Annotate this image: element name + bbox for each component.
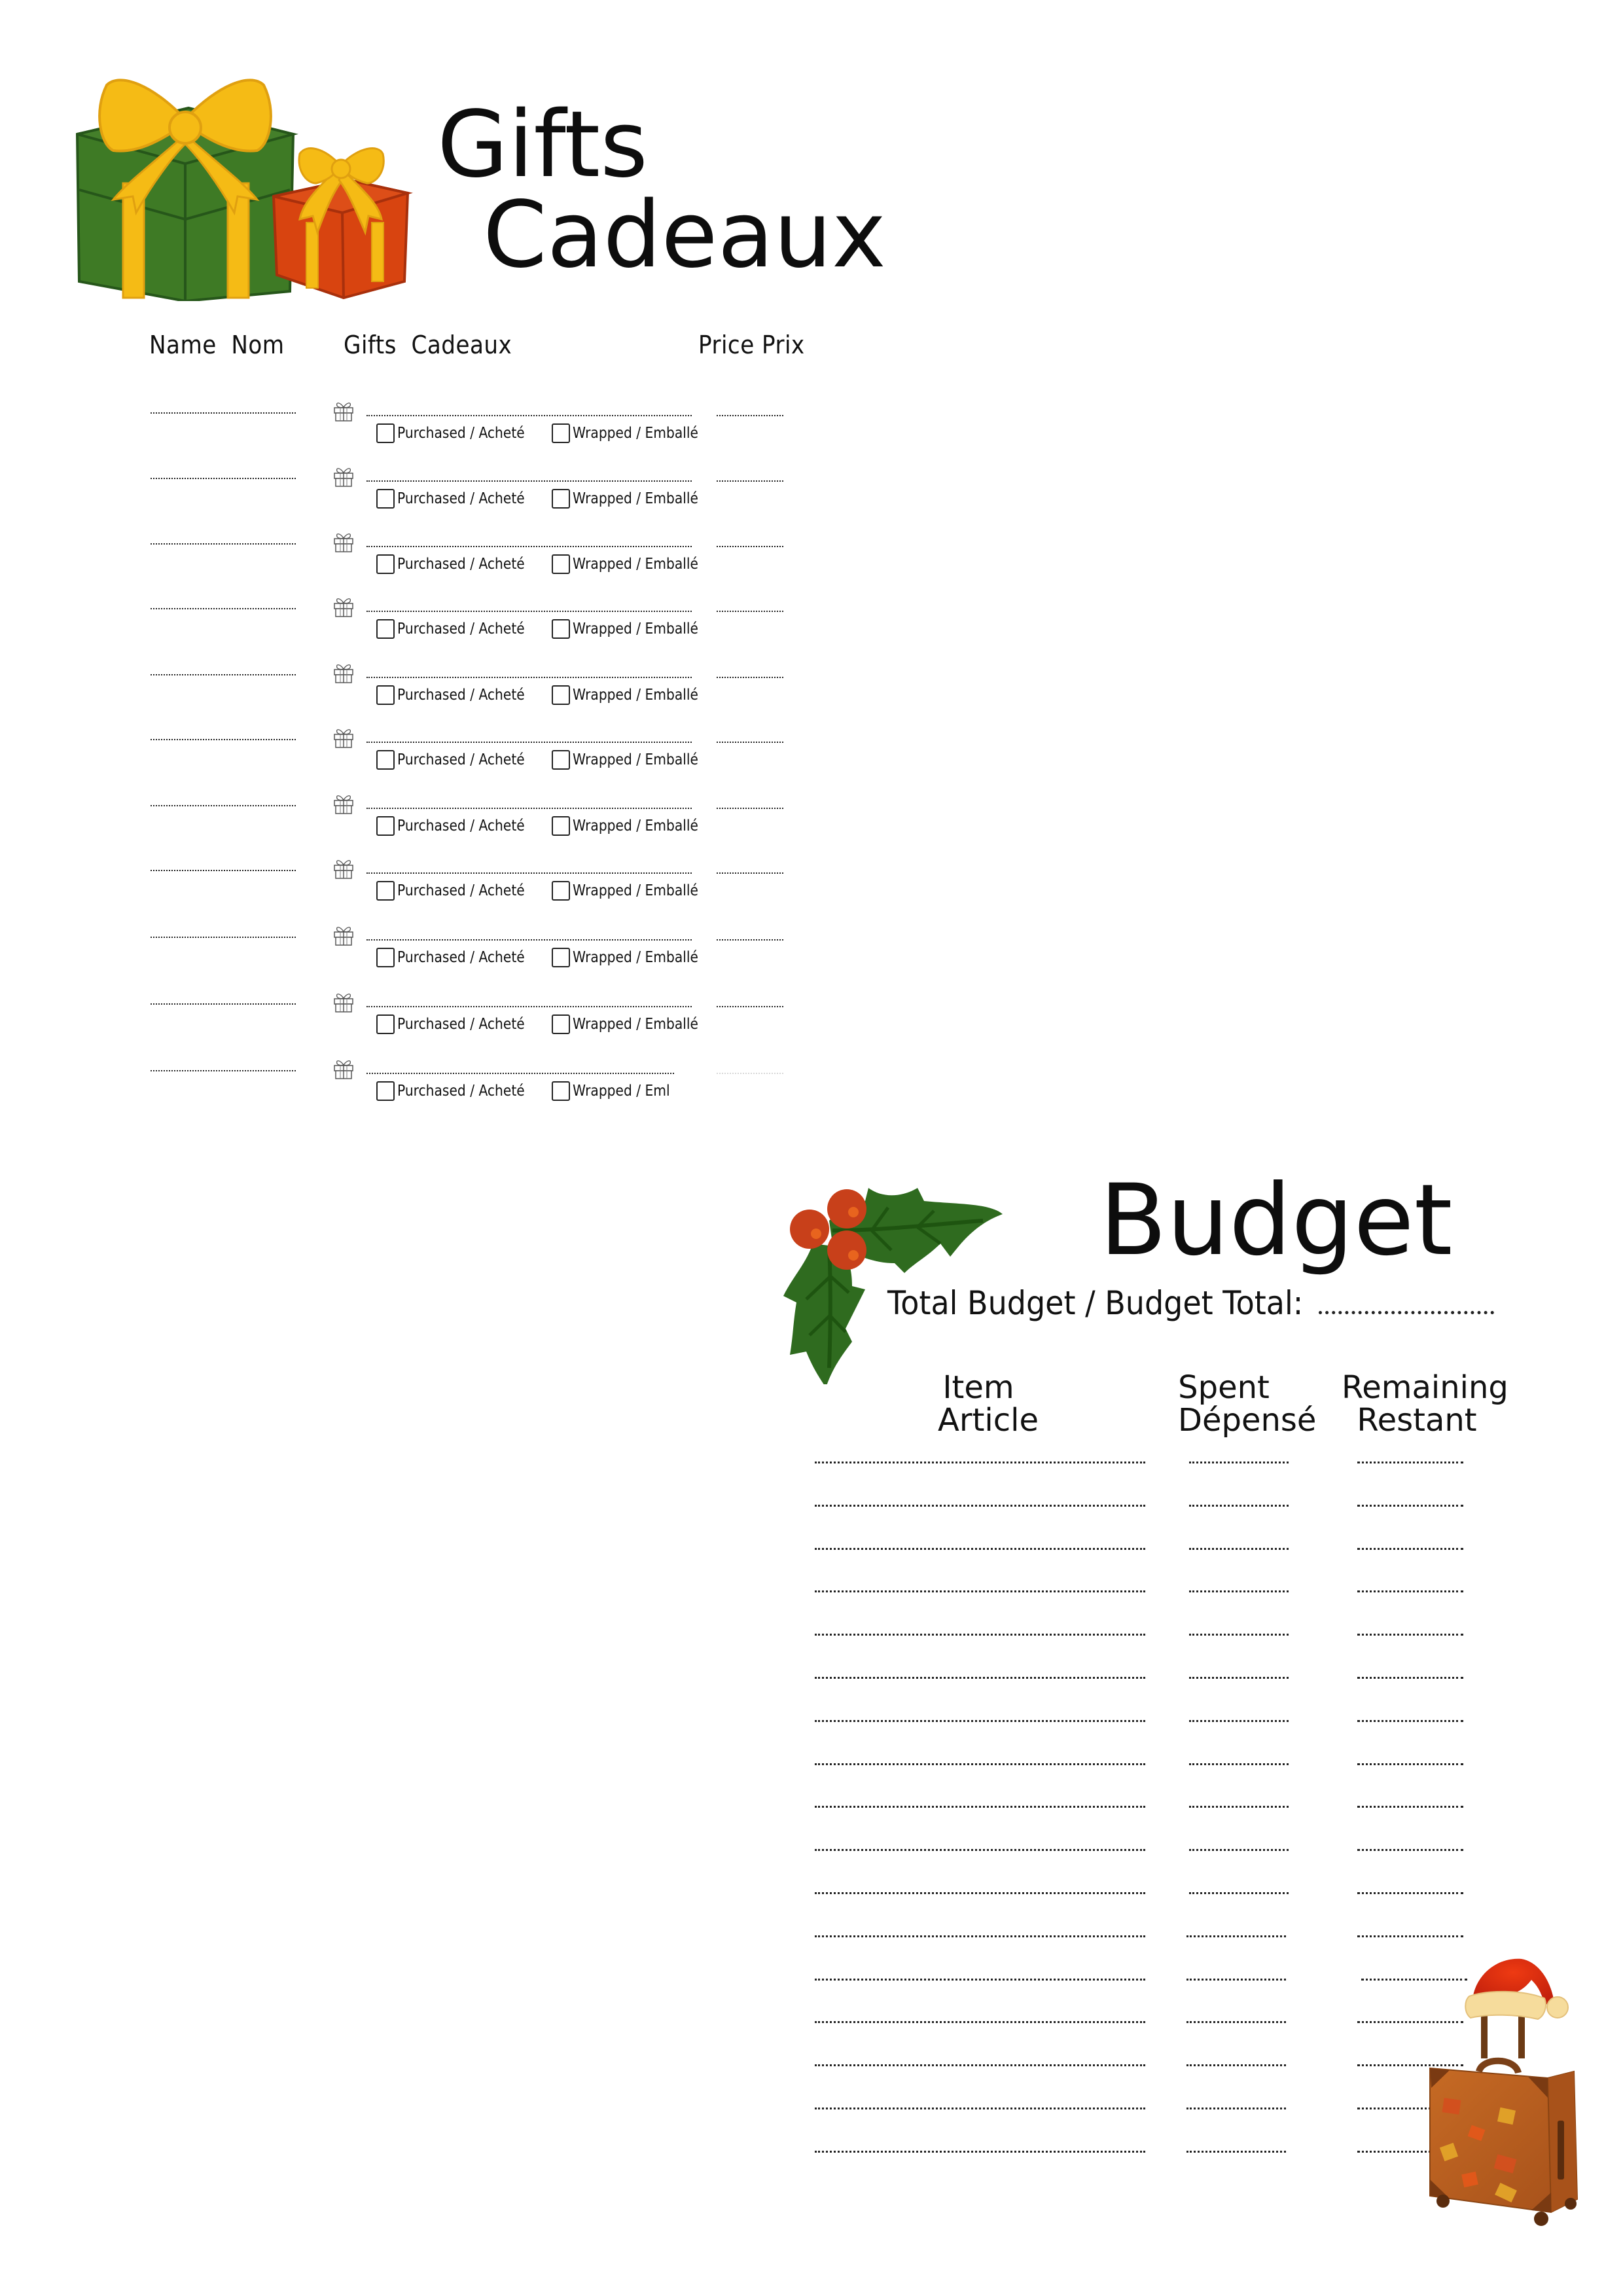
budget-item-input[interactable] xyxy=(815,1892,1145,1894)
budget-item-input[interactable] xyxy=(815,2021,1145,2023)
wrapped-checkbox[interactable] xyxy=(552,489,570,509)
budget-spent-input[interactable] xyxy=(1186,2064,1286,2066)
wrapped-option[interactable] xyxy=(552,489,715,509)
budget-item-input[interactable] xyxy=(815,1634,1145,1636)
gift-status-checkboxes xyxy=(376,946,698,969)
budget-header-spent xyxy=(1178,1369,1317,1439)
name-input[interactable] xyxy=(151,937,296,938)
name-input[interactable] xyxy=(151,1070,296,1071)
budget-remaining-input[interactable] xyxy=(1357,1462,1463,1463)
purchased-option[interactable] xyxy=(376,750,542,770)
wrapped-checkbox[interactable] xyxy=(552,881,570,901)
price-input[interactable] xyxy=(717,808,783,809)
purchased-label: Purchased / Acheté xyxy=(397,425,525,442)
name-input[interactable] xyxy=(151,478,296,479)
purchased-option[interactable] xyxy=(376,685,542,705)
budget-remaining-input[interactable] xyxy=(1357,1677,1463,1679)
purchased-checkbox[interactable] xyxy=(376,554,395,574)
name-input[interactable] xyxy=(151,543,296,545)
budget-spent-input[interactable] xyxy=(1189,1590,1289,1592)
purchased-option[interactable] xyxy=(376,816,542,836)
price-input[interactable] xyxy=(717,611,783,612)
budget-spent-input[interactable] xyxy=(1189,1763,1289,1765)
gift-input[interactable] xyxy=(366,415,692,416)
price-input[interactable] xyxy=(717,1006,783,1007)
wrapped-option[interactable] xyxy=(552,685,715,705)
column-header-price: Price Prix xyxy=(698,331,805,359)
budget-spent-input[interactable] xyxy=(1186,1935,1286,1937)
budget-item-input[interactable] xyxy=(815,1720,1145,1722)
purchased-label: Purchased / Acheté xyxy=(397,1016,525,1033)
gift-input[interactable] xyxy=(366,1073,674,1074)
wrapped-checkbox[interactable] xyxy=(552,948,570,967)
budget-remaining-input[interactable] xyxy=(1357,1590,1463,1592)
purchased-option[interactable] xyxy=(376,1081,542,1101)
price-input[interactable] xyxy=(717,872,783,874)
gift-status-checkboxes xyxy=(376,1013,698,1035)
gift-input[interactable] xyxy=(366,872,692,874)
purchased-label: Purchased / Acheté xyxy=(397,1083,525,1100)
budget-spent-input[interactable] xyxy=(1189,1548,1289,1550)
budget-item-input[interactable] xyxy=(815,1806,1145,1808)
gift-status-checkboxes xyxy=(376,488,698,510)
wrapped-option[interactable] xyxy=(552,750,715,770)
budget-remaining-input[interactable] xyxy=(1357,1806,1463,1808)
budget-spent-input[interactable] xyxy=(1186,2021,1286,2023)
purchased-checkbox[interactable] xyxy=(376,489,395,509)
column-header-name: Name Nom xyxy=(149,331,285,359)
budget-title: Budget xyxy=(1099,1164,1453,1278)
wrapped-label: Wrapped / Emballé xyxy=(573,556,698,573)
budget-item-input[interactable] xyxy=(815,2108,1145,2109)
budget-spent-input[interactable] xyxy=(1189,1892,1289,1894)
wrapped-option[interactable] xyxy=(552,948,715,967)
purchased-checkbox[interactable] xyxy=(376,816,395,836)
wrapped-label: Wrapped / Emballé xyxy=(573,620,698,637)
total-budget-label: Total Budget / Budget Total: xyxy=(887,1284,1304,1322)
gift-status-checkboxes xyxy=(376,815,698,837)
budget-spent-input[interactable] xyxy=(1189,1634,1289,1636)
purchased-option[interactable] xyxy=(376,1014,542,1034)
purchased-label: Purchased / Acheté xyxy=(397,751,525,768)
purchased-checkbox[interactable] xyxy=(376,423,395,443)
gift-status-checkboxes xyxy=(376,1080,684,1102)
gift-mini-icon xyxy=(332,924,355,946)
gift-input[interactable] xyxy=(366,1006,692,1007)
purchased-checkbox[interactable] xyxy=(376,1081,395,1101)
purchased-checkbox[interactable] xyxy=(376,750,395,770)
price-input[interactable] xyxy=(717,480,783,482)
budget-remaining-input[interactable] xyxy=(1357,1892,1463,1894)
wrapped-option[interactable] xyxy=(552,554,715,574)
name-input[interactable] xyxy=(151,674,296,675)
wrapped-label: Wrapped / Eml xyxy=(573,1083,670,1100)
gift-status-checkboxes xyxy=(376,749,698,771)
price-input[interactable] xyxy=(717,415,783,416)
purchased-checkbox[interactable] xyxy=(376,948,395,967)
wrapped-checkbox[interactable] xyxy=(552,816,570,836)
budget-item-input[interactable] xyxy=(815,1979,1145,1981)
purchased-option[interactable] xyxy=(376,554,542,574)
gift-status-checkboxes xyxy=(376,684,698,706)
budget-item-input[interactable] xyxy=(815,2151,1145,2153)
purchased-checkbox[interactable] xyxy=(376,619,395,639)
total-budget-row xyxy=(887,1284,1339,1322)
budget-item-input[interactable] xyxy=(815,1505,1145,1507)
budget-remaining-input[interactable] xyxy=(1357,1634,1463,1636)
budget-header-remaining-en: Remaining xyxy=(1342,1369,1508,1406)
budget-spent-input[interactable] xyxy=(1186,2108,1286,2109)
budget-spent-input[interactable] xyxy=(1189,1806,1289,1808)
budget-item-input[interactable] xyxy=(815,1462,1145,1463)
wrapped-option[interactable] xyxy=(552,881,715,901)
wrapped-checkbox[interactable] xyxy=(552,1014,570,1034)
budget-item-input[interactable] xyxy=(815,1548,1145,1550)
wrapped-option[interactable] xyxy=(552,1081,683,1101)
purchased-label: Purchased / Acheté xyxy=(397,882,525,899)
gift-input[interactable] xyxy=(366,742,692,743)
budget-item-input[interactable] xyxy=(815,1935,1145,1937)
gift-status-checkboxes xyxy=(376,618,698,640)
gift-mini-icon xyxy=(332,857,355,879)
budget-spent-input[interactable] xyxy=(1189,1720,1289,1722)
budget-header-remaining xyxy=(1342,1369,1508,1439)
purchased-label: Purchased / Acheté xyxy=(397,687,525,704)
wrapped-label: Wrapped / Emballé xyxy=(573,1016,698,1033)
budget-item-input[interactable] xyxy=(815,2064,1145,2066)
budget-spent-input[interactable] xyxy=(1186,2151,1286,2153)
purchased-option[interactable] xyxy=(376,948,542,967)
wrapped-checkbox[interactable] xyxy=(552,619,570,639)
gift-input[interactable] xyxy=(366,480,692,482)
wrapped-label: Wrapped / Emballé xyxy=(573,882,698,899)
name-input[interactable] xyxy=(151,739,296,740)
gift-mini-icon xyxy=(332,1057,355,1079)
price-input[interactable] xyxy=(717,546,783,547)
wrapped-checkbox[interactable] xyxy=(552,423,570,443)
gift-input[interactable] xyxy=(366,808,692,809)
gift-mini-icon xyxy=(332,661,355,683)
suitcase-santa-hat-icon xyxy=(1423,1954,1580,2232)
budget-remaining-input[interactable] xyxy=(1357,1763,1463,1765)
wrapped-option[interactable] xyxy=(552,1014,715,1034)
purchased-option[interactable] xyxy=(376,619,542,639)
purchased-label: Purchased / Acheté xyxy=(397,556,525,573)
budget-remaining-input[interactable] xyxy=(1357,1548,1463,1550)
gift-mini-icon xyxy=(332,595,355,617)
purchased-option[interactable] xyxy=(376,881,542,901)
total-budget-input[interactable] xyxy=(1319,1311,1494,1314)
price-input[interactable] xyxy=(717,939,783,941)
wrapped-option[interactable] xyxy=(552,423,715,443)
purchased-checkbox[interactable] xyxy=(376,881,395,901)
wrapped-label: Wrapped / Emballé xyxy=(573,490,698,507)
price-input[interactable] xyxy=(717,677,783,678)
budget-item-input[interactable] xyxy=(815,1763,1145,1765)
purchased-label: Purchased / Acheté xyxy=(397,817,525,834)
wrapped-label: Wrapped / Emballé xyxy=(573,687,698,704)
budget-remaining-input[interactable] xyxy=(1357,1935,1463,1937)
gifts-title-fr: Cadeaux xyxy=(483,182,886,289)
purchased-label: Purchased / Acheté xyxy=(397,620,525,637)
gift-mini-icon xyxy=(332,990,355,1013)
purchased-option[interactable] xyxy=(376,489,542,509)
gift-status-checkboxes xyxy=(376,422,698,444)
budget-item-input[interactable] xyxy=(815,1849,1145,1851)
gift-mini-icon xyxy=(332,465,355,487)
wrapped-option[interactable] xyxy=(552,619,715,639)
name-input[interactable] xyxy=(151,870,296,871)
gift-mini-icon xyxy=(332,530,355,552)
purchased-label: Purchased / Acheté xyxy=(397,949,525,966)
holly-icon xyxy=(767,1165,1006,1384)
budget-header-item xyxy=(916,1371,1060,1437)
column-header-gift: Gifts Cadeaux xyxy=(344,331,512,359)
gift-status-checkboxes xyxy=(376,880,698,902)
purchased-checkbox[interactable] xyxy=(376,685,395,705)
budget-remaining-input[interactable] xyxy=(1357,1849,1463,1851)
budget-remaining-input[interactable] xyxy=(1357,1505,1463,1507)
name-input[interactable] xyxy=(151,608,296,609)
purchased-checkbox[interactable] xyxy=(376,1014,395,1034)
budget-spent-input[interactable] xyxy=(1189,1677,1289,1679)
budget-remaining-input[interactable] xyxy=(1357,1720,1463,1722)
wrapped-label: Wrapped / Emballé xyxy=(573,817,698,834)
budget-spent-input[interactable] xyxy=(1186,1979,1286,1981)
name-input[interactable] xyxy=(151,412,296,414)
purchased-label: Purchased / Acheté xyxy=(397,490,525,507)
name-input[interactable] xyxy=(151,1003,296,1005)
budget-item-input[interactable] xyxy=(815,1677,1145,1679)
budget-spent-input[interactable] xyxy=(1189,1505,1289,1507)
wrapped-label: Wrapped / Emballé xyxy=(573,425,698,442)
wrapped-checkbox[interactable] xyxy=(552,685,570,705)
price-input[interactable] xyxy=(717,1073,783,1074)
wrapped-label: Wrapped / Emballé xyxy=(573,751,698,768)
gift-input[interactable] xyxy=(366,677,692,678)
budget-header-item-en: Item xyxy=(942,1369,1014,1406)
gifts-title-en: Gifts xyxy=(437,92,649,198)
gift-input[interactable] xyxy=(366,611,692,612)
wrapped-option[interactable] xyxy=(552,816,715,836)
gift-status-checkboxes xyxy=(376,553,698,575)
name-input[interactable] xyxy=(151,805,296,806)
gift-mini-icon xyxy=(332,399,355,422)
budget-header-spent-fr: Dépensé xyxy=(1178,1402,1317,1439)
wrapped-checkbox[interactable] xyxy=(552,554,570,574)
wrapped-label: Wrapped / Emballé xyxy=(573,949,698,966)
gift-input[interactable] xyxy=(366,939,692,941)
gift-boxes-illustration xyxy=(74,72,418,301)
gift-input[interactable] xyxy=(366,546,692,547)
budget-spent-input[interactable] xyxy=(1189,1849,1289,1851)
budget-spent-input[interactable] xyxy=(1189,1462,1289,1463)
price-input[interactable] xyxy=(717,742,783,743)
gift-mini-icon xyxy=(332,792,355,814)
gift-mini-icon xyxy=(332,726,355,748)
wrapped-checkbox[interactable] xyxy=(552,750,570,770)
budget-header-item-fr: Article xyxy=(938,1402,1039,1439)
budget-item-input[interactable] xyxy=(815,1590,1145,1592)
budget-header-remaining-fr: Restant xyxy=(1357,1402,1477,1439)
purchased-option[interactable] xyxy=(376,423,542,443)
wrapped-checkbox[interactable] xyxy=(552,1081,570,1101)
budget-header-spent-en: Spent xyxy=(1178,1369,1270,1406)
